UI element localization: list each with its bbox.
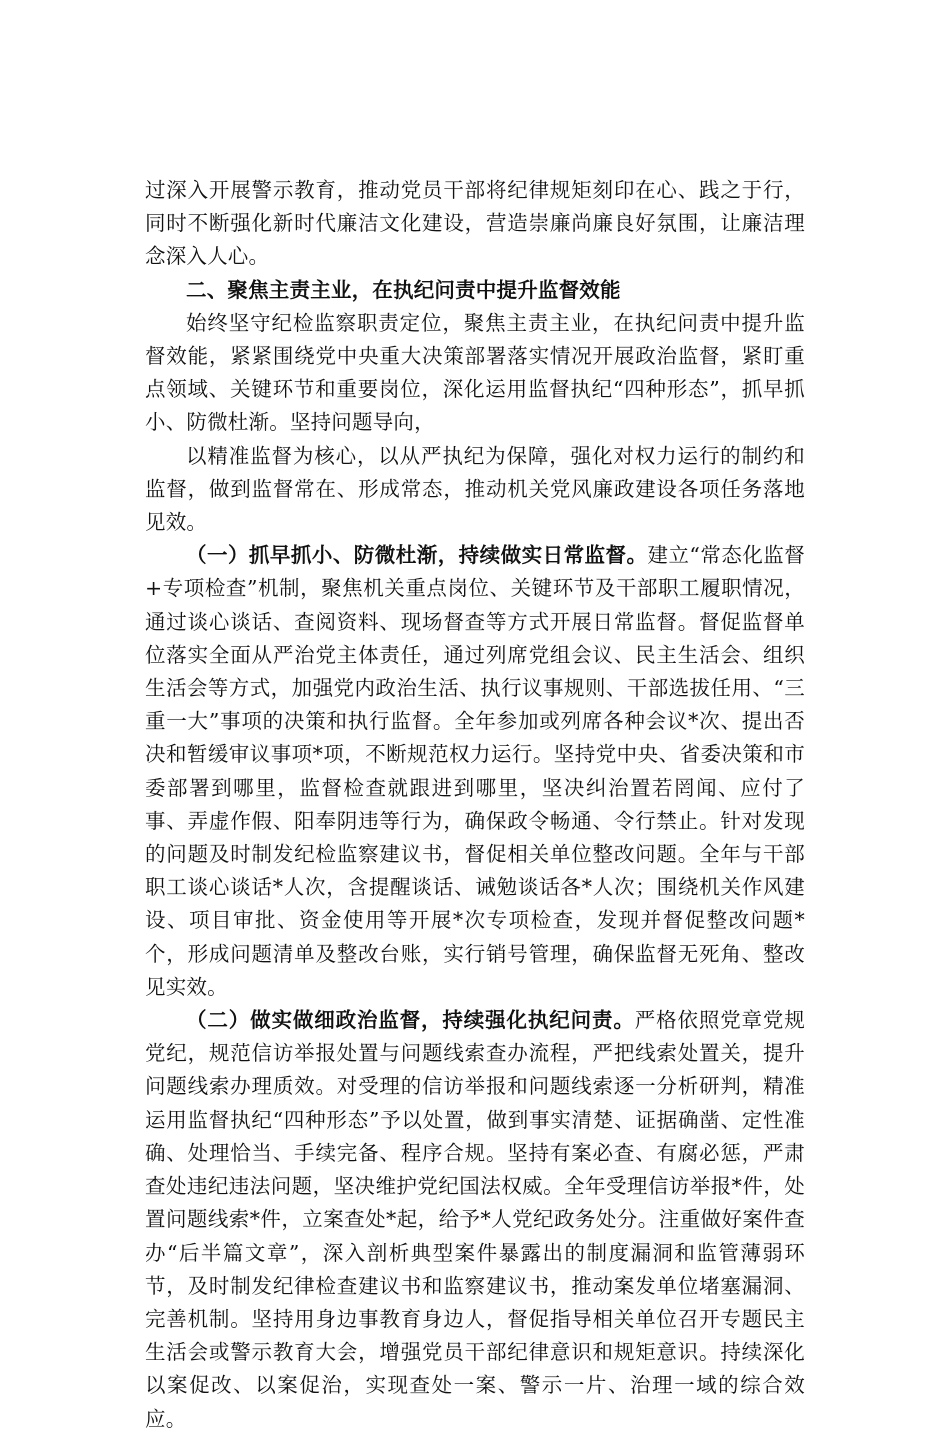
paragraph-intro-1: 始终坚守纪检监察职责定位，聚焦主责主业，在执纪问责中提升监督效能，紧紧围绕党中央重大决策部署落实情况开展政治监督，紧盯重点领域、关键环节和重要岗位，深化运用监督执纪“四种形态”，抓早抓小、防微杜渐。坚持问题导向，: [145, 310, 805, 435]
section-heading-2: 二、聚焦主责主业，在执纪问责中提升监督效能: [186, 277, 621, 302]
subsection-1-lead: （一）抓早抓小、防微杜渐，持续做实日常监督。: [186, 543, 648, 568]
subsection-2-paragraph: [145, 1004, 805, 1436]
paragraph-continuation: 过深入开展警示教育，推动党员干部将纪律规矩刻印在心、践之于行，同时不断强化新时代廉洁文化建设，营造崇廉尚廉良好氛围，让廉洁理念深入人心。: [145, 178, 805, 269]
subsection-1-paragraph: [145, 539, 805, 1004]
subsection-1-body: 建立“常态化监督+专项检查”机制，聚焦机关重点岗位、关键环节及干部职工履职情况，通过谈心谈话、查阅资料、现场督查等方式开展日常监督。督促监督单位落实全面从严治党主体责任，通过列席党组会议、民主生活会、组织生活会等方式，加强党内政治生活、执行议事规则、干部选拔任用、“三重一大”事项的决策和执行监督。全年参加或列席各种会议*次、提出否决和暂缓审议事项*项，不断规范权力运行。坚持党中央、省委决策和市委部署到哪里，监督检查就跟进到哪里，坚决纠治置若罔闻、应付了事、弄虚作假、阳奉阴违等行为，确保政令畅通、令行禁止。针对发现的问题及时制发纪检监察建议书，督促相关单位整改问题。全年与干部职工谈心谈话*人次，含提醒谈话、诫勉谈话各*人次；围绕机关作风建设、项目审批、资金使用等开展*次专项检查，发现并督促整改问题*个，形成问题清单及整改台账，实行销号管理，确保监督无死角、整改见实效。: [145, 543, 805, 999]
subsection-2-lead: （二）做实做细政治监督，持续强化执纪问责。: [186, 1008, 635, 1033]
paragraph-intro-2: 以精准监督为核心，以从严执纪为保障，强化对权力运行的制约和监督，做到监督常在、形成常态，推动机关党风廉政建设各项任务落地见效。: [145, 443, 805, 535]
subsection-2-body: 严格依照党章党规党纪，规范信访举报处置与问题线索查办流程，严把线索处置关，提升问题线索办理质效。对受理的信访举报和问题线索逐一分析研判，精准运用监督执纪“四种形态”予以处置，做到事实清楚、证据确凿、定性准确、处理恰当、手续完备、程序合规。坚持有案必查、有腐必惩，严肃查处违纪违法问题，坚决维护党纪国法权威。全年受理信访举报*件，处置问题线索*件，立案查处*起，给予*人党纪政务处分。注重做好案件查办“后半篇文章”，深入剖析典型案件暴露出的制度漏洞和监管薄弱环节，及时制发纪律检查建议书和监察建议书，推动案发单位堵塞漏洞、完善机制。坚持用身边事教育身边人，督促指导相关单位召开专题民主生活会或警示教育大会，增强党员干部纪律意识和规矩意识。持续深化以案促改、以案促治，实现查处一案、警示一片、治理一域的综合效应。: [145, 1008, 805, 1431]
document-body: [145, 174, 805, 1436]
